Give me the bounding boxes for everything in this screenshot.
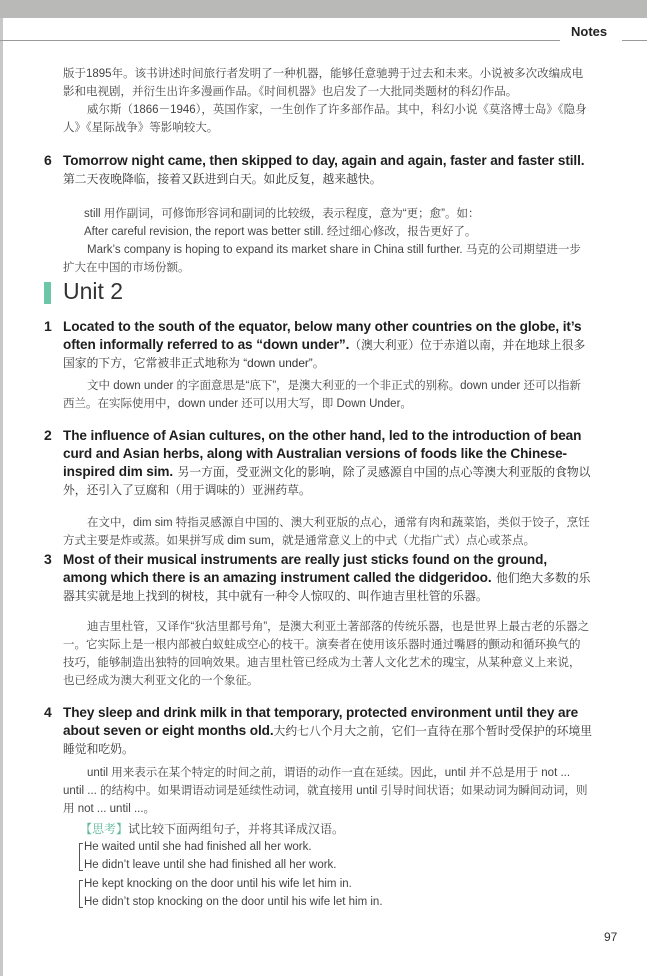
english-sentence: Located to the south of the equator, below many other countries on the globe, it’s often informally referred to as “down under”. [63, 319, 582, 352]
item-number: 6 [44, 152, 52, 168]
unit-title: Unit 2 [63, 278, 124, 304]
item-note: until 用来表示在某个特定的时间之前，谓语的动作一直在延续。因此，until 并不总是用于 not ... until ... 的结构中。如果谓语动词是延续性动词，就直接用 until 引导时间状语；如果动词为瞬间动词，则用 not ... until ...。 [63, 767, 588, 815]
header-rule-left [0, 40, 560, 41]
unit-accent-bar [44, 282, 51, 304]
chinese-translation: 另一方面，受亚洲文化的影响，除了灵感源自中国的点心等澳大利亚版的食物以外，还引入了豆腐和（用于调味的）亚洲药草。 [63, 465, 591, 497]
chinese-translation: 大约七八个月大之前，它们一直待在那个暂时受保护的环境里睡觉和吃奶。 [63, 724, 593, 756]
intro-paragraph-1: 版于1895年。该书讲述时间旅行者发明了一种机器，能够任意驰骋于过去和未来。小说被多次改编成电影和电视剧，并衍生出许多漫画作品。《时间机器》也启发了一大批同类题材的科幻作品。 [63, 68, 584, 98]
think-tag: 【思考】 [80, 822, 129, 836]
chinese-translation: （澳大利亚）位于赤道以南，并在地球上很多国家的下方，它常被非正式地称为 “down under”。 [63, 338, 586, 370]
item-note: 在文中，dim sim 特指灵感源自中国的、澳大利亚版的点心，通常有肉和蔬菜馅，类似于饺子，烹饪方式主要是炸或蒸。如果拼写成 dim sum，就是通常意义上的中式（尤指广式）点心或茶点。 [63, 517, 590, 547]
note-example: Mark’s company is hoping to expand its market share in China still further. 马克的公司期望进一步扩大在中国的市场份额。 [63, 244, 581, 274]
item-note: 文中 down under 的字面意思是“底下”，是澳大利亚的一个非正式的别称。down under 还可以指新西兰。在实际使用中，down under 还可以用大写，即 Down Under。 [63, 380, 581, 410]
page-top-border [0, 0, 647, 18]
example-sentence: He didn’t leave until she had finished all her work. [84, 859, 337, 871]
think-prompt [80, 820, 590, 838]
page-number: 97 [604, 930, 618, 944]
english-sentence: Tomorrow night came, then skipped to day, again and again, faster and faster still. [63, 153, 585, 168]
chinese-translation: 他们绝大多数的乐器其实就是地上找到的树枝，其中就有一种令人惊叹的、叫作迪吉里杜管的乐器。 [63, 571, 591, 603]
section-title: Notes [571, 24, 608, 39]
item-number: 1 [44, 318, 52, 334]
item-number: 3 [44, 551, 52, 567]
item-note: 迪吉里杜管，又译作“狄洁里都号角”，是澳大利亚土著部落的传统乐器，也是世界上最古老的乐器之一。它实际上是一根内部被白蚁蛀成空心的枝干。演奏者在使用该乐器时通过嘴唇的颤动和循环换气的技巧，能够制造出独特的回响效果。迪吉里杜管已经成为土著人文化艺术的瑰宝，从某种意义上来说，也已经成为澳大利亚文化的一个象征。 [63, 621, 590, 687]
note-line: still 用作副词，可修饰形容词和副词的比较级，表示程度，意为“更；愈”。如： [84, 208, 480, 220]
bracket [79, 880, 83, 908]
intro-paragraph-2: 威尔斯（1866－1946），英国作家，一生创作了许多部作品。其中，科幻小说《莫洛博士岛》《隐身人》《星际战争》等影响较大。 [63, 104, 587, 134]
item-number: 4 [44, 704, 52, 720]
note-example: After careful revision, the report was better still. 经过细心修改，报告更好了。 [84, 226, 477, 238]
sentence-pair-1 [84, 838, 337, 874]
english-sentence: The influence of Asian cultures, on the other hand, led to the introduction of bean curd and Asian herbs, along with Australian versions of foods like the Chinese-inspired dim sim. [63, 428, 582, 479]
english-sentence: They sleep and drink milk in that temporary, protected environment until they are about seven or eight months old. [63, 705, 579, 738]
item-4-sentence [63, 704, 593, 758]
item-3-sentence [63, 551, 593, 605]
english-sentence: Most of their musical instruments are really just sticks found on the ground, among which there is an amazing instrument called the didgeridoo. [63, 552, 548, 585]
item-number: 2 [44, 427, 52, 443]
example-sentence: He waited until she had finished all her work. [84, 841, 312, 853]
example-sentence: He didn’t stop knocking on the door until his wife let him in. [84, 896, 383, 908]
item-2-sentence [63, 427, 593, 499]
item-6-sentence [63, 152, 593, 188]
example-sentence: He kept knocking on the door until his wife let him in. [84, 878, 352, 890]
item-1-sentence [63, 318, 593, 372]
bracket [79, 843, 83, 871]
page-left-edge [0, 18, 3, 976]
header-rule-right [622, 40, 647, 41]
think-text: 试比较下面两组句子，并将其译成汉语。 [128, 822, 345, 836]
sentence-pair-2 [84, 875, 383, 911]
chinese-translation: 第二天夜晚降临，接着又跃进到白天。如此反复，越来越快。 [63, 172, 382, 186]
